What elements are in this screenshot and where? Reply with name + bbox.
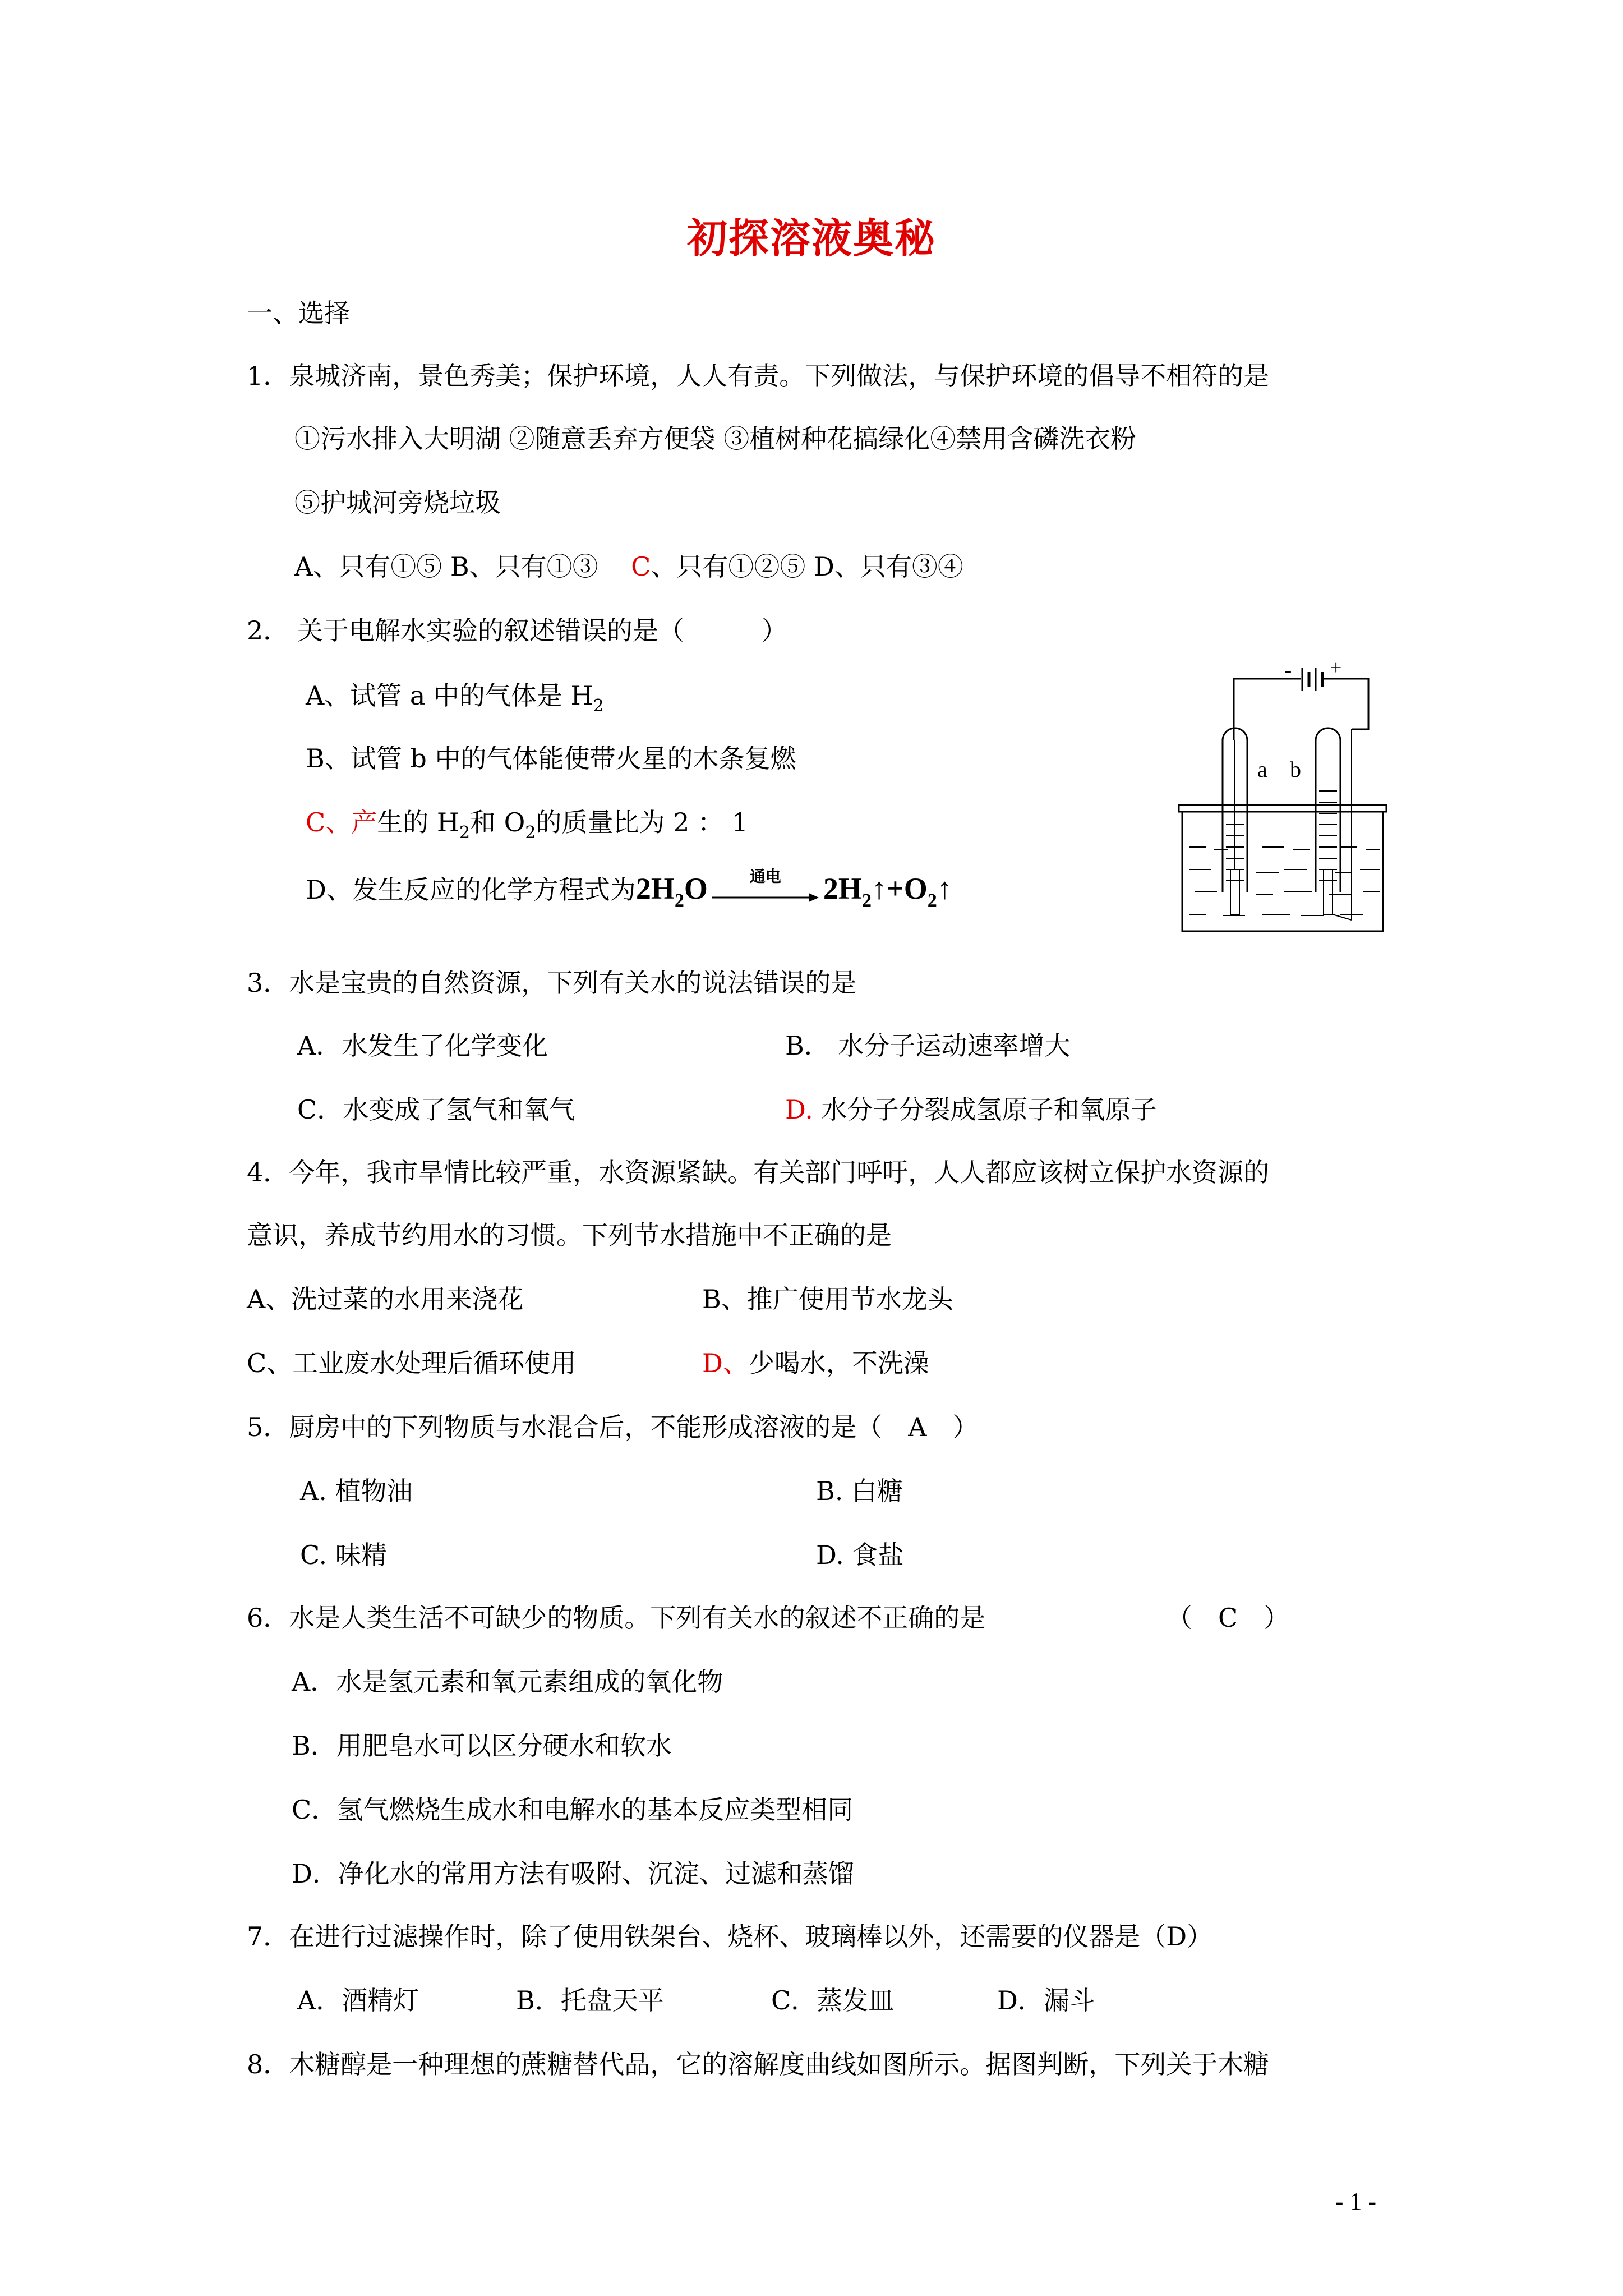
question-1-options <box>294 550 963 583</box>
question-1-items: ①污水排入大明湖 ②随意丢弃方便袋 ③植树种花搞绿化④禁用含磷洗衣粉 <box>294 424 1137 454</box>
question-4-option-c: C、工业废水处理后循环使用 <box>247 1348 577 1378</box>
question-4-stem-cont: 意识，养成节约用水的习惯。下列节水措施中不正确的是 <box>247 1220 892 1250</box>
question-1-stem: 1．泉城济南，景色秀美；保护环境，人人有责。下列做法，与保护环境的倡导不相符的是 <box>247 361 1270 391</box>
question-2-answer-c: C、产 <box>306 807 377 838</box>
question-6-option-b: B．用肥皂水可以区分硬水和软水 <box>292 1731 672 1761</box>
subscript: 2 <box>927 890 937 911</box>
option-a-text: A、试管 a 中的气体是 H <box>306 680 593 711</box>
option-d-text: 少喝水，不洗澡 <box>748 1348 929 1378</box>
question-3-option-a: A．水发生了化学变化 <box>297 1030 548 1061</box>
question-7-option-c: C．蒸发皿 <box>771 1985 895 2016</box>
option-c-text: 和 O <box>470 807 525 838</box>
question-6-option-c: C．氢气燃烧生成水和电解水的基本反应类型相同 <box>292 1795 854 1825</box>
page-number: - 1 - <box>1335 2188 1376 2215</box>
eq-term: O <box>684 872 708 905</box>
negative-terminal-label: - <box>1284 657 1292 683</box>
question-7-stem: 7．在进行过滤操作时，除了使用铁架台、烧杯、玻璃棒以外，还需要的仪器是（D） <box>247 1921 1213 1952</box>
question-3-option-d <box>785 1093 1157 1126</box>
document-title: 初探溶液奥秘 <box>686 214 936 262</box>
question-1-answer-c: C <box>631 551 651 582</box>
subscript: 2 <box>861 890 872 911</box>
question-4-option-a: A、洗过菜的水用来浇花 <box>247 1284 524 1314</box>
question-8-stem: 8．木糖醇是一种理想的蔗糖替代品，它的溶解度曲线如图所示。据图判断，下列关于木糖 <box>247 2049 1270 2079</box>
chemical-equation <box>635 868 952 911</box>
question-7-option-b: B．托盘天平 <box>516 1985 664 2016</box>
question-2-option-d <box>306 868 952 918</box>
subscript: 2 <box>525 823 536 843</box>
question-5-option-c: C. 味精 <box>300 1540 387 1570</box>
eq-term: 2H <box>635 872 675 905</box>
option-c-text: 的质量比为 2 ： 1 <box>536 807 748 838</box>
question-5-option-a: A. 植物油 <box>300 1476 413 1506</box>
question-2-stem: 2． 关于电解水实验的叙述错误的是（ ） <box>247 615 787 646</box>
subscript: 2 <box>593 696 604 716</box>
section-heading: 一、选择 <box>247 298 350 328</box>
option-c-text: 生的 H <box>377 807 459 838</box>
question-5-stem: 5．厨房中的下列物质与水混合后，不能形成溶液的是（ A ） <box>247 1412 979 1442</box>
question-6-answer: （ C ） <box>1166 1603 1290 1633</box>
subscript: 2 <box>674 890 684 911</box>
tube-b-label: b <box>1290 757 1301 782</box>
question-5-option-b: B. 白糖 <box>816 1476 903 1506</box>
eq-term: 2H <box>823 872 862 905</box>
question-1-option-c-d: 、只有①②⑤ D、只有③④ <box>651 551 963 582</box>
question-4-answer-d: D、 <box>702 1348 749 1378</box>
question-6-option-d: D．净化水的常用方法有吸附、沉淀、过滤和蒸馏 <box>292 1858 854 1889</box>
reaction-condition: 通电 <box>749 868 781 886</box>
eq-term: ↑+O <box>871 872 928 905</box>
electrolysis-apparatus-diagram <box>1172 656 1396 937</box>
question-5-option-d: D. 食盐 <box>816 1540 904 1570</box>
question-7-option-a: A．酒精灯 <box>297 1985 419 2016</box>
question-3-stem: 3．水是宝贵的自然资源，下列有关水的说法错误的是 <box>247 968 857 998</box>
question-3-option-c: C．水变成了氢气和氧气 <box>297 1094 575 1125</box>
option-d-text: D、发生反应的化学方程式为 <box>306 875 636 905</box>
question-4-option-d <box>702 1346 929 1380</box>
question-1-items-cont: ⑤护城河旁烧垃圾 <box>294 487 501 518</box>
question-4-option-b: B、推广使用节水龙头 <box>702 1284 953 1314</box>
question-4-stem: 4．今年，我市旱情比较严重，水资源紧缺。有关部门呼吁，人人都应该树立保护水资源的 <box>247 1157 1270 1188</box>
subscript: 2 <box>459 823 471 843</box>
question-6-option-a: A．水是氢元素和氧元素组成的氧化物 <box>292 1667 723 1697</box>
question-2-option-b: B、试管 b 中的气体能使带火星的木条复燃 <box>306 743 796 774</box>
positive-terminal-label: + <box>1330 656 1342 679</box>
question-2-option-c <box>306 806 748 850</box>
question-3-option-b: B． 水分子运动速率增大 <box>785 1030 1071 1061</box>
option-d-text: 水分子分裂成氢原子和氧原子 <box>813 1094 1157 1125</box>
question-2-option-a <box>306 679 604 723</box>
question-1-option-a-b: A、只有①⑤ B、只有①③ <box>294 551 598 582</box>
reaction-arrow <box>712 868 819 903</box>
question-6-stem: 6．水是人类生活不可缺少的物质。下列有关水的叙述不正确的是 <box>247 1603 986 1633</box>
question-7-option-d: D．漏斗 <box>997 1985 1095 2016</box>
eq-term: ↑ <box>937 872 952 905</box>
tube-a-label: a <box>1257 757 1267 782</box>
question-3-answer-d: D. <box>785 1094 813 1125</box>
